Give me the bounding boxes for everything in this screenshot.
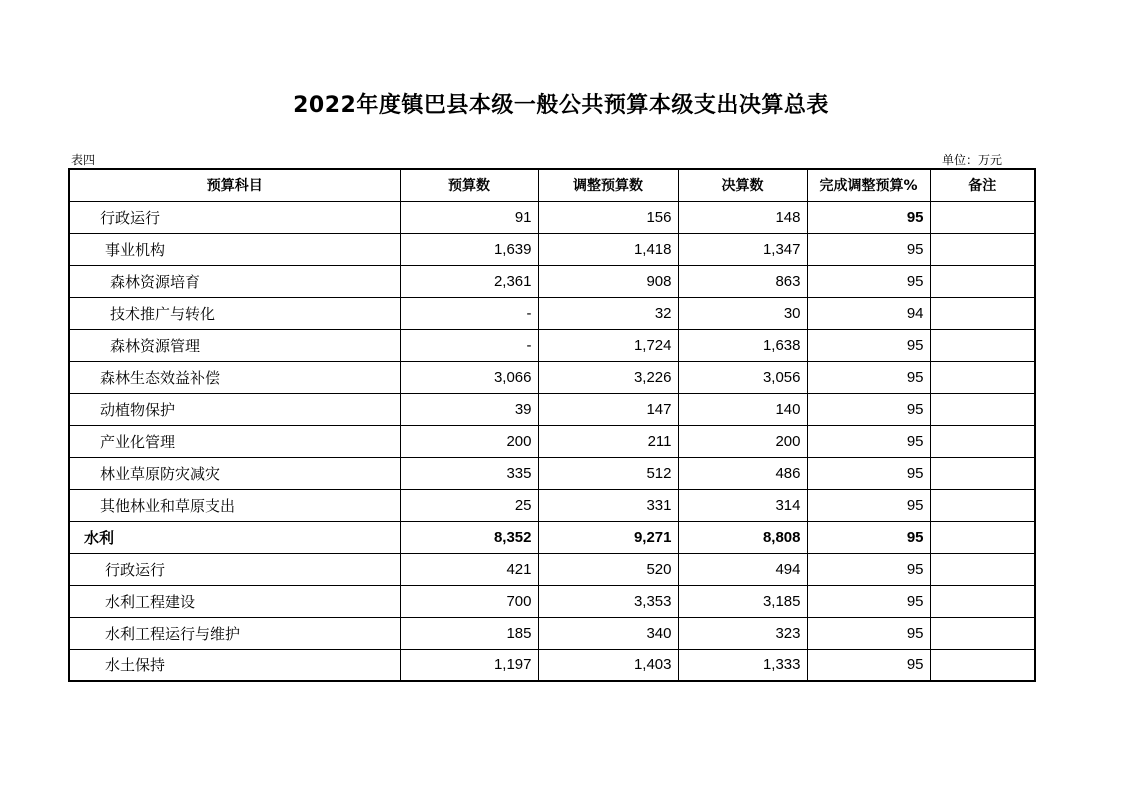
table-row bbox=[69, 233, 1035, 265]
cell-adjusted: 1,403 bbox=[538, 649, 678, 681]
cell-adjusted: 32 bbox=[538, 297, 678, 329]
cell-adjusted: 147 bbox=[538, 393, 678, 425]
cell-budget: 2,361 bbox=[400, 265, 538, 297]
table-row bbox=[69, 361, 1035, 393]
cell-note bbox=[930, 489, 1035, 521]
table-row bbox=[69, 329, 1035, 361]
table-header-row bbox=[69, 169, 1035, 201]
cell-rate: 95 bbox=[807, 585, 930, 617]
cell-note bbox=[930, 265, 1035, 297]
table-row bbox=[69, 585, 1035, 617]
cell-note bbox=[930, 553, 1035, 585]
cell-budget: - bbox=[400, 297, 538, 329]
cell-budget: 25 bbox=[400, 489, 538, 521]
cell-adjusted: 331 bbox=[538, 489, 678, 521]
cell-note bbox=[930, 297, 1035, 329]
table-number: 表四 bbox=[71, 153, 96, 167]
cell-final: 148 bbox=[678, 201, 807, 233]
cell-budget: - bbox=[400, 329, 538, 361]
cell-adjusted: 211 bbox=[538, 425, 678, 457]
cell-subject: 林业草原防灾减灾 bbox=[69, 457, 400, 489]
budget-table bbox=[68, 168, 1036, 682]
header-adjusted: 调整预算数 bbox=[538, 169, 678, 201]
cell-final: 486 bbox=[678, 457, 807, 489]
table-row bbox=[69, 265, 1035, 297]
cell-budget: 8,352 bbox=[400, 521, 538, 553]
cell-final: 1,638 bbox=[678, 329, 807, 361]
cell-budget: 200 bbox=[400, 425, 538, 457]
cell-rate: 94 bbox=[807, 297, 930, 329]
cell-adjusted: 156 bbox=[538, 201, 678, 233]
cell-adjusted: 3,226 bbox=[538, 361, 678, 393]
unit-label: 单位：万元 bbox=[942, 153, 1003, 167]
cell-rate: 95 bbox=[807, 649, 930, 681]
cell-final: 1,347 bbox=[678, 233, 807, 265]
cell-final: 140 bbox=[678, 393, 807, 425]
cell-adjusted: 340 bbox=[538, 617, 678, 649]
cell-budget: 700 bbox=[400, 585, 538, 617]
cell-subject: 森林资源管理 bbox=[69, 329, 400, 361]
table-row bbox=[69, 489, 1035, 521]
cell-budget: 1,197 bbox=[400, 649, 538, 681]
cell-subject: 行政运行 bbox=[69, 201, 400, 233]
table-row bbox=[69, 617, 1035, 649]
cell-budget: 421 bbox=[400, 553, 538, 585]
cell-adjusted: 512 bbox=[538, 457, 678, 489]
cell-adjusted: 1,724 bbox=[538, 329, 678, 361]
cell-subject: 动植物保护 bbox=[69, 393, 400, 425]
cell-note bbox=[930, 393, 1035, 425]
cell-adjusted: 9,271 bbox=[538, 521, 678, 553]
cell-adjusted: 908 bbox=[538, 265, 678, 297]
table-row bbox=[69, 457, 1035, 489]
header-budget: 预算数 bbox=[400, 169, 538, 201]
cell-note bbox=[930, 585, 1035, 617]
cell-final: 863 bbox=[678, 265, 807, 297]
cell-rate: 95 bbox=[807, 617, 930, 649]
header-subject: 预算科目 bbox=[69, 169, 400, 201]
page-title: 2022年度镇巴县本级一般公共预算本级支出决算总表 bbox=[293, 93, 829, 118]
cell-rate: 95 bbox=[807, 393, 930, 425]
table-row bbox=[69, 297, 1035, 329]
cell-note bbox=[930, 457, 1035, 489]
cell-note bbox=[930, 521, 1035, 553]
cell-final: 3,185 bbox=[678, 585, 807, 617]
cell-rate: 95 bbox=[807, 521, 930, 553]
cell-budget: 3,066 bbox=[400, 361, 538, 393]
table-row bbox=[69, 425, 1035, 457]
cell-subject: 水土保持 bbox=[69, 649, 400, 681]
cell-note bbox=[930, 233, 1035, 265]
cell-rate: 95 bbox=[807, 201, 930, 233]
cell-budget: 91 bbox=[400, 201, 538, 233]
cell-note bbox=[930, 617, 1035, 649]
cell-budget: 39 bbox=[400, 393, 538, 425]
cell-note bbox=[930, 425, 1035, 457]
cell-rate: 95 bbox=[807, 425, 930, 457]
cell-subject: 森林资源培育 bbox=[69, 265, 400, 297]
cell-rate: 95 bbox=[807, 329, 930, 361]
cell-rate: 95 bbox=[807, 265, 930, 297]
cell-subject: 水利工程建设 bbox=[69, 585, 400, 617]
cell-subject: 其他林业和草原支出 bbox=[69, 489, 400, 521]
table-row bbox=[69, 553, 1035, 585]
cell-final: 314 bbox=[678, 489, 807, 521]
cell-subject: 水利 bbox=[69, 521, 400, 553]
cell-note bbox=[930, 649, 1035, 681]
table-row bbox=[69, 393, 1035, 425]
cell-rate: 95 bbox=[807, 489, 930, 521]
cell-subject: 事业机构 bbox=[69, 233, 400, 265]
cell-final: 323 bbox=[678, 617, 807, 649]
header-final: 决算数 bbox=[678, 169, 807, 201]
cell-budget: 185 bbox=[400, 617, 538, 649]
cell-subject: 行政运行 bbox=[69, 553, 400, 585]
cell-final: 30 bbox=[678, 297, 807, 329]
cell-adjusted: 3,353 bbox=[538, 585, 678, 617]
cell-subject: 森林生态效益补偿 bbox=[69, 361, 400, 393]
cell-rate: 95 bbox=[807, 457, 930, 489]
cell-final: 8,808 bbox=[678, 521, 807, 553]
header-rate: 完成调整预算% bbox=[807, 169, 930, 201]
cell-subject: 技术推广与转化 bbox=[69, 297, 400, 329]
cell-final: 494 bbox=[678, 553, 807, 585]
cell-final: 1,333 bbox=[678, 649, 807, 681]
cell-adjusted: 1,418 bbox=[538, 233, 678, 265]
cell-subject: 产业化管理 bbox=[69, 425, 400, 457]
cell-adjusted: 520 bbox=[538, 553, 678, 585]
cell-note bbox=[930, 361, 1035, 393]
cell-rate: 95 bbox=[807, 233, 930, 265]
cell-rate: 95 bbox=[807, 361, 930, 393]
table-row bbox=[69, 521, 1035, 553]
cell-budget: 335 bbox=[400, 457, 538, 489]
cell-budget: 1,639 bbox=[400, 233, 538, 265]
cell-note bbox=[930, 329, 1035, 361]
table-row bbox=[69, 649, 1035, 681]
cell-final: 200 bbox=[678, 425, 807, 457]
cell-subject: 水利工程运行与维护 bbox=[69, 617, 400, 649]
cell-final: 3,056 bbox=[678, 361, 807, 393]
cell-note bbox=[930, 201, 1035, 233]
table-row bbox=[69, 201, 1035, 233]
cell-rate: 95 bbox=[807, 553, 930, 585]
header-note: 备注 bbox=[930, 169, 1035, 201]
